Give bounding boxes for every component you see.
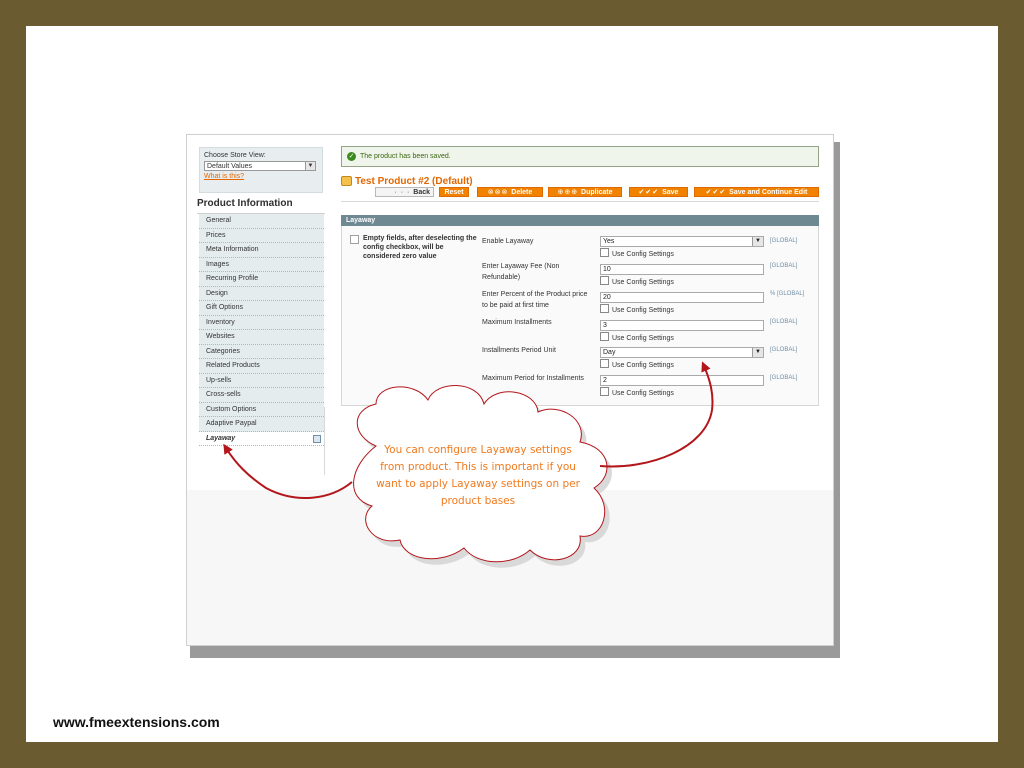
sidebar-item-design[interactable]: Design (199, 287, 324, 302)
scope-label: [GLOBAL] (770, 319, 798, 325)
field-label: Maximum Installments (482, 319, 552, 326)
sidebar-item-related-products[interactable]: Related Products (199, 359, 324, 374)
store-view-label: Choose Store View: (204, 152, 266, 159)
scope-label: [GLOBAL] (770, 238, 798, 244)
checkbox-label: Use Config Settings (612, 362, 674, 369)
sidebar-item-websites[interactable]: Websites (199, 330, 324, 345)
success-message-text: The product has been saved. (360, 153, 451, 160)
field-value: Day (603, 349, 616, 356)
whats-this-link[interactable]: What is this? (204, 173, 245, 180)
sidebar-item-general[interactable]: General (199, 214, 324, 229)
check-icon: ✓ (348, 153, 355, 160)
sidebar-item-inventory[interactable]: Inventory (199, 316, 324, 331)
delete-button-label: Delete (511, 189, 533, 196)
checkbox-label: Use Config Settings (612, 390, 674, 397)
checkbox-label: Use Config Settings (612, 307, 674, 314)
sidebar-item-meta-information[interactable]: Meta Information (199, 243, 324, 258)
field-value: Yes (603, 238, 615, 245)
page-title-text: Test Product #2 (Default) (355, 176, 473, 187)
field-label: Enter Layaway Fee (Non Refundable) (482, 263, 560, 281)
sidebar-title: Product Information (197, 198, 293, 209)
field-label: Installments Period Unit (482, 347, 556, 354)
sidebar-item-categories[interactable]: Categories (199, 345, 324, 360)
footer-url[interactable]: www.fmeextensions.com (53, 714, 220, 730)
back-button-label: Back (413, 189, 430, 196)
store-view-value: Default Values (207, 163, 253, 170)
reset-button[interactable]: Reset (439, 187, 469, 197)
scope-label: [GLOBAL] (770, 375, 798, 381)
duplicate-button-label: Duplicate (581, 189, 613, 196)
checkbox-label: Use Config Settings (612, 279, 674, 286)
arrow-to-period-unit (600, 366, 713, 466)
save-continue-icon: ✔✔✔ (705, 189, 730, 196)
first-payment-percent-input[interactable]: 20 (600, 292, 764, 303)
layaway-fee-input[interactable]: 10 (600, 264, 764, 275)
sidebar-item-up-sells[interactable]: Up-sells (199, 374, 324, 389)
chevron-down-icon: ▼ (305, 162, 315, 170)
checkbox-label: Use Config Settings (612, 335, 674, 342)
sidebar-item-custom-options[interactable]: Custom Options (199, 403, 324, 418)
field-label: Enable Layaway (482, 238, 534, 245)
callout-text: You can configure Layaway settings from product. This is important if you want to apply Layaway settings on per product bases (376, 444, 580, 507)
checkbox-label: Use Config Settings (612, 251, 674, 258)
sidebar-item-recurring-profile[interactable]: Recurring Profile (199, 272, 324, 287)
sidebar-item-adaptive-paypal[interactable]: Adaptive Paypal (199, 417, 324, 432)
chevron-down-icon: ▼ (752, 348, 763, 357)
back-arrow-icon: · · · (394, 189, 414, 196)
max-installments-input[interactable]: 3 (600, 320, 764, 331)
sidebar-item-label: Layaway (206, 434, 236, 442)
max-period-input[interactable]: 2 (600, 375, 764, 386)
chevron-down-icon: ▼ (752, 237, 763, 246)
field-label: Maximum Period for Installments (482, 375, 584, 382)
scope-label: [GLOBAL] (770, 263, 798, 269)
fieldset-header: Layaway (341, 215, 819, 226)
sidebar-item-prices[interactable]: Prices (199, 229, 324, 244)
sidebar-item-cross-sells[interactable]: Cross-sells (199, 388, 324, 403)
scope-label: [GLOBAL] (770, 347, 798, 353)
sidebar-item-images[interactable]: Images (199, 258, 324, 273)
save-button-label: Save (662, 189, 679, 196)
save-icon: ✔✔✔ (638, 189, 663, 196)
arrow-to-layaway-tab (226, 448, 352, 498)
scope-label: % [GLOBAL] (770, 291, 805, 297)
save-continue-button-label: Save and Continue Edit (729, 189, 808, 196)
fieldset-note-text: Empty fields, after deselecting the config checkbox, will be considered zero value (363, 235, 477, 260)
duplicate-icon: ⊕⊕⊕ (557, 189, 582, 196)
field-label: Enter Percent of the Product price to be paid at first time (482, 291, 588, 309)
sidebar-item-gift-options[interactable]: Gift Options (199, 301, 324, 316)
delete-icon: ⊗⊗⊗ (487, 189, 512, 196)
